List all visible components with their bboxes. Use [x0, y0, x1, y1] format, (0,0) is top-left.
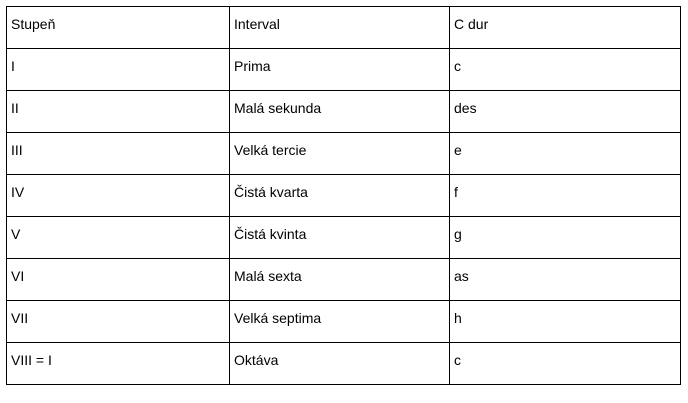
- note-cell: [450, 259, 681, 301]
- interval-cell: [230, 133, 450, 175]
- note-cell: [450, 175, 681, 217]
- degree-text: III: [11, 141, 23, 158]
- degree-text: I: [11, 57, 15, 74]
- degree-text: VI: [11, 267, 25, 284]
- interval-text: Malá sexta: [234, 267, 302, 284]
- interval-cell: [230, 259, 450, 301]
- degree-cell: [7, 301, 230, 343]
- interval-text: Malá sekunda: [234, 99, 322, 116]
- note-cell: [450, 91, 681, 133]
- degree-cell: [7, 343, 230, 385]
- degree-cell: [7, 91, 230, 133]
- interval-text: Velká septima: [234, 309, 322, 326]
- note-cell: [450, 217, 681, 259]
- interval-cell: [230, 217, 450, 259]
- interval-cell: [230, 343, 450, 385]
- degree-cell: [7, 259, 230, 301]
- table-row: [7, 91, 681, 133]
- note-text: c: [454, 57, 461, 74]
- degree-cell: [7, 49, 230, 91]
- header-cell-c-major: [450, 7, 681, 49]
- header-cell-interval: [230, 7, 450, 49]
- note-text: h: [454, 309, 462, 326]
- interval-text: Čistá kvarta: [234, 183, 308, 200]
- interval-text: Oktáva: [234, 351, 279, 368]
- note-text: as: [454, 267, 469, 284]
- note-cell: [450, 343, 681, 385]
- header-interval-text: Interval: [234, 15, 280, 32]
- degree-text: VII: [11, 309, 29, 326]
- table-row: [7, 259, 681, 301]
- scale-table: [6, 6, 681, 385]
- degree-text: IV: [11, 183, 25, 200]
- interval-text: Velká tercie: [234, 141, 307, 158]
- note-text: c: [454, 351, 461, 368]
- header-c-major-text: C dur: [454, 15, 489, 32]
- note-text: des: [454, 99, 477, 116]
- degree-cell: [7, 175, 230, 217]
- table-row: [7, 217, 681, 259]
- note-cell: [450, 49, 681, 91]
- interval-cell: [230, 175, 450, 217]
- table-row: [7, 343, 681, 385]
- header-row: [7, 7, 681, 49]
- table-row: [7, 301, 681, 343]
- interval-text: Čistá kvinta: [234, 225, 307, 242]
- interval-cell: [230, 91, 450, 133]
- note-cell: [450, 133, 681, 175]
- table-row: [7, 133, 681, 175]
- note-text: g: [454, 225, 462, 242]
- degree-cell: [7, 133, 230, 175]
- degree-text: VIII = I: [11, 351, 52, 368]
- note-text: e: [454, 141, 462, 158]
- table-row: [7, 49, 681, 91]
- interval-cell: [230, 49, 450, 91]
- degree-text: II: [11, 99, 19, 116]
- header-degree-text: Stupeň: [11, 15, 56, 32]
- header-cell-degree: [7, 7, 230, 49]
- interval-text: Prima: [234, 57, 271, 74]
- interval-cell: [230, 301, 450, 343]
- note-text: f: [454, 183, 458, 200]
- table-row: [7, 175, 681, 217]
- note-cell: [450, 301, 681, 343]
- degree-text: V: [11, 225, 21, 242]
- degree-cell: [7, 217, 230, 259]
